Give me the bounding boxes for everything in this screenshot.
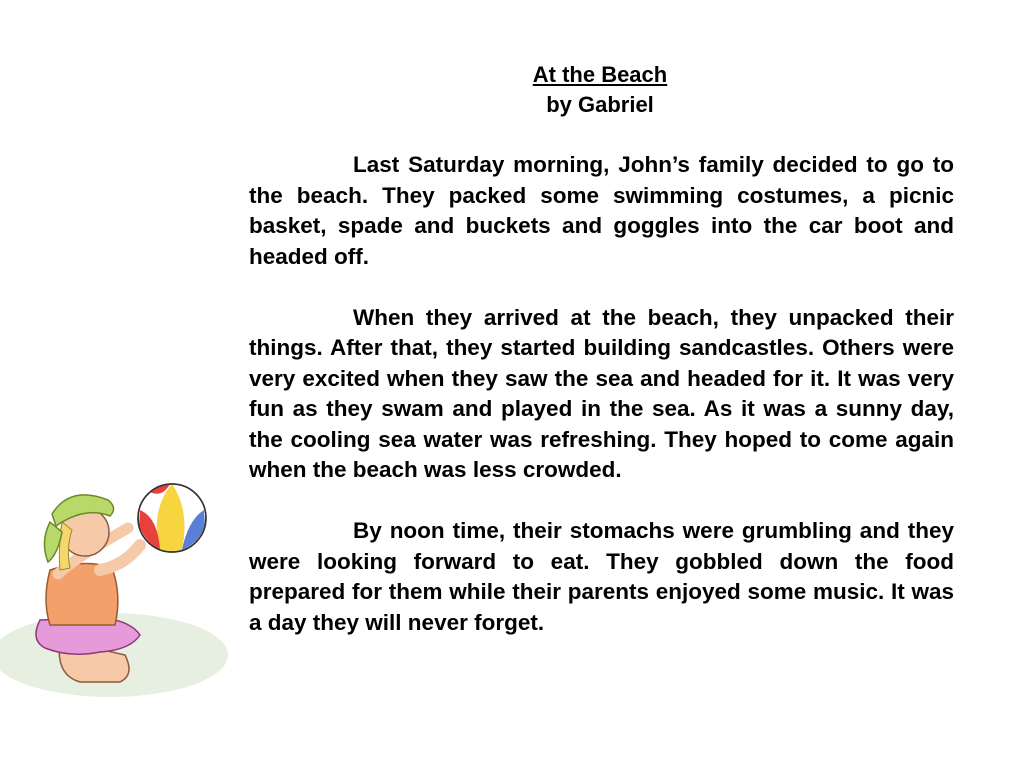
paragraph-2: When they arrived at the beach, they unpacked their things. After that, they started building sandcastles. Others were very excited when they saw the sea and headed for it. It was very fun as they swam and played in the sea. As it was a sunny day, the cooling sea water was refreshing. They hoped to come again when the beach was less crowded.	[249, 304, 954, 482]
beach-ball	[138, 484, 206, 552]
right-arm	[100, 545, 140, 570]
document-title: At the Beach	[532, 62, 668, 87]
paragraph-1: Last Saturday morning, John’s family decided to go to the beach. They packed some swimming costumes, a picnic basket, spade and buckets and goggles into the car boot and headed off.	[249, 152, 954, 269]
story-body	[249, 150, 954, 669]
author-line: by Gabriel	[546, 92, 654, 117]
girl-with-beach-ball-icon	[0, 470, 240, 700]
paragraph-3: By noon time, their stomachs were grumbling and they were looking forward to eat. They gobbled down the food prepared for them while their parents enjoyed some music. It was a day they will never forget.	[249, 518, 954, 635]
title-block	[440, 60, 760, 120]
